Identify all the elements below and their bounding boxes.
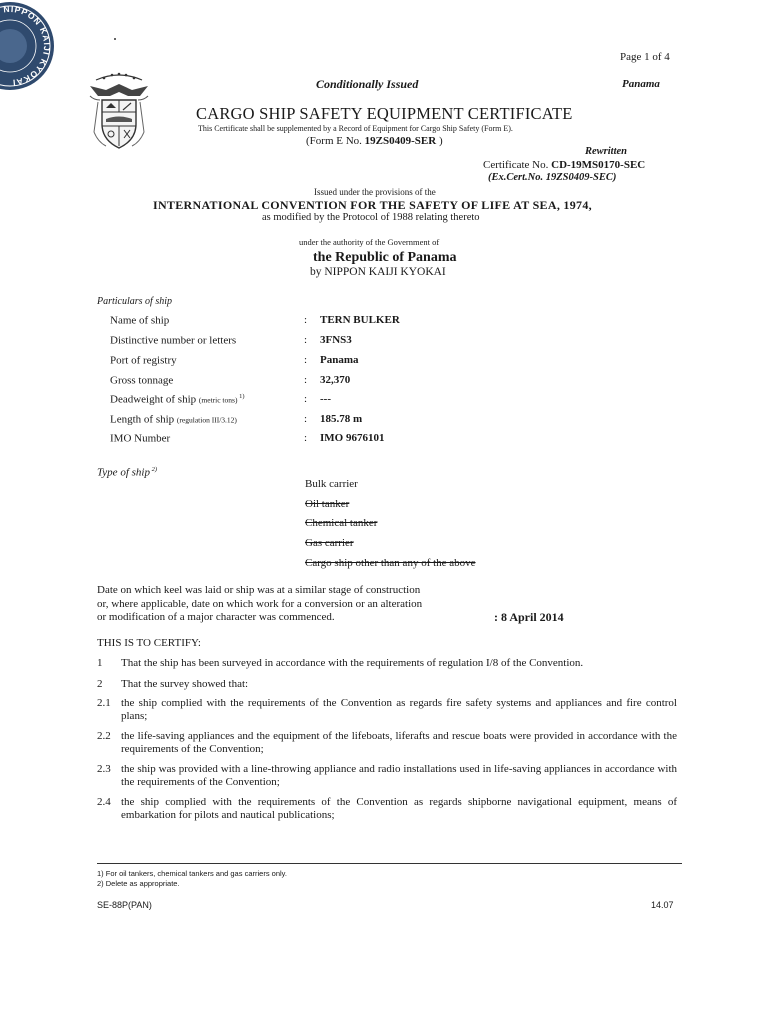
rewritten-note: Rewritten <box>585 146 628 157</box>
keel-line-3: or modification of a major character was commenced. <box>97 611 335 623</box>
particular-label <box>110 314 169 327</box>
particular-value: 185.78 m <box>320 413 363 425</box>
issue-status: Conditionally Issued <box>316 77 419 91</box>
issuer-name: by NIPPON KAIJI KYOKAI <box>310 266 446 278</box>
republic-name: the Republic of Panama <box>313 250 457 265</box>
certify-item-number: 2 <box>97 678 103 690</box>
flag-state: Panama <box>622 78 660 90</box>
convention-title: INTERNATIONAL CONVENTION FOR THE SAFETY OF LIFE AT SEA, 1974, <box>153 198 592 212</box>
footnote-divider <box>97 863 682 864</box>
certify-item-number: 1 <box>97 657 103 669</box>
certificate-title: CARGO SHIP SAFETY EQUIPMENT CERTIFICATE <box>196 104 573 123</box>
particular-colon: : <box>304 334 308 346</box>
seal-text-top: NIPPON <box>3 3 44 28</box>
ship-type-option: Bulk carrier <box>305 478 358 490</box>
seal-text-right: KAIJI <box>37 25 53 57</box>
certificate-number-value: CD-19MS0170-SEC <box>551 159 646 171</box>
particular-label-note: (regulation III/3.12) <box>176 415 237 425</box>
ex-certificate-number: (Ex.Cert.No. 19ZS0409-SEC) <box>488 172 617 183</box>
certify-item-number: 2.3 <box>97 763 111 775</box>
keel-laid-date: : 8 April 2014 <box>494 610 564 624</box>
particular-label <box>110 374 173 387</box>
certificate-number <box>483 159 645 171</box>
certify-item-text: That the survey showed that: <box>121 678 249 690</box>
particular-label-text: IMO Number <box>110 432 171 445</box>
panama-coat-of-arms-icon <box>84 70 154 152</box>
particular-label <box>110 334 236 347</box>
keel-laid-description <box>97 584 497 625</box>
protocol-text: as modified by the Protocol of 1988 relating thereto <box>262 212 480 223</box>
particular-colon: : <box>304 393 308 405</box>
particular-label <box>110 393 244 406</box>
certify-item-text: That the ship has been surveyed in accordance with the requirements of regulation I/8 of the Convention. <box>121 657 584 669</box>
particular-footnote-ref: 1) <box>237 393 245 400</box>
particular-value: Panama <box>320 354 359 366</box>
certify-item-number: 2.1 <box>97 697 111 709</box>
particular-label <box>110 432 170 445</box>
certify-item-number: 2.4 <box>97 796 111 808</box>
particular-label-text: Name of ship <box>110 314 170 327</box>
particular-colon: : <box>304 413 308 425</box>
ship-type-option: Cargo ship other than any of the above <box>305 557 476 569</box>
authority-text: under the authority of the Government of <box>299 237 440 247</box>
certificate-number-label: Certificate No. <box>483 159 552 171</box>
ship-type-footnote-ref: 2) <box>149 466 158 473</box>
particular-colon: : <box>304 374 308 386</box>
keel-line-2: or, where applicable, date on which work for a conversion or an alteration <box>97 597 423 610</box>
ship-type-option: Chemical tanker <box>305 517 378 529</box>
particular-label-text: Distinctive number or letters <box>110 334 237 347</box>
form-reference <box>306 135 443 147</box>
keel-line-1: Date on which keel was laid or ship was at a similar stage of construction <box>97 584 421 596</box>
particular-label-note: (metric tons) <box>198 395 238 405</box>
form-ref-prefix: (Form E No. <box>306 135 365 147</box>
ship-type-heading-text: Type of ship <box>97 466 150 479</box>
certify-item-text: the ship complied with the requirements of the Convention as regards shipborne navigational equipment, means of embarkation for pilots and nautical publications; <box>121 796 677 821</box>
particular-value: IMO 9676101 <box>320 432 385 444</box>
certify-item-text: the ship was provided with a line-throwing appliance and radio installations used in life-saving appliances in accordance with the requirements of the Convention; <box>121 763 677 788</box>
ship-type-heading <box>97 466 157 479</box>
footnote-2: 2) Delete as appropriate. <box>97 879 180 888</box>
ship-type-option: Gas carrier <box>305 537 354 549</box>
scan-speck <box>114 38 116 40</box>
certify-item-number: 2.2 <box>97 730 111 742</box>
particular-label-text: Deadweight of ship <box>110 393 199 406</box>
particular-label <box>110 413 237 426</box>
certificate-subtitle: This Certificate shall be supplemented by a Record of Equipment for Cargo Ship Safety (Form E). <box>198 124 513 133</box>
footnote-1: 1) For oil tankers, chemical tankers and gas carriers only. <box>97 869 287 878</box>
form-version: 14.07 <box>651 900 674 910</box>
particular-label-text: Port of registry <box>110 354 177 367</box>
particular-colon: : <box>304 432 308 444</box>
form-ref-suffix: ) <box>436 135 443 147</box>
certify-item-text: the life-saving appliances and the equipment of the lifeboats, liferafts and rescue boats were provided in accordance with the requirements of the Convention; <box>121 730 677 755</box>
issued-under-text: Issued under the provisions of the <box>314 187 436 197</box>
particular-label-text: Length of ship <box>110 413 177 426</box>
particular-colon: : <box>304 314 308 326</box>
certify-heading: THIS IS TO CERTIFY: <box>97 637 201 649</box>
particulars-heading: Particulars of ship <box>97 296 173 307</box>
particular-label <box>110 354 177 367</box>
particular-value: 3FNS3 <box>320 334 352 346</box>
particular-colon: : <box>304 354 308 366</box>
ship-type-option: Oil tanker <box>305 498 350 510</box>
particular-label-text: Gross tonnage <box>110 374 174 387</box>
page-number: Page 1 of 4 <box>620 51 670 63</box>
form-code: SE-88P(PAN) <box>97 900 152 910</box>
particular-value: TERN BULKER <box>320 314 400 326</box>
certify-item-text: the ship complied with the requirements of the Convention as regards fire safety systems and appliances and fire control plans; <box>121 697 677 722</box>
nkk-seal-stamp <box>0 0 56 106</box>
particular-value: 32,370 <box>320 374 351 386</box>
form-ref-number: 19ZS0409-SER <box>364 135 437 147</box>
seal-text-bottom: KYOKAI <box>11 57 50 88</box>
particular-value: --- <box>320 393 331 405</box>
